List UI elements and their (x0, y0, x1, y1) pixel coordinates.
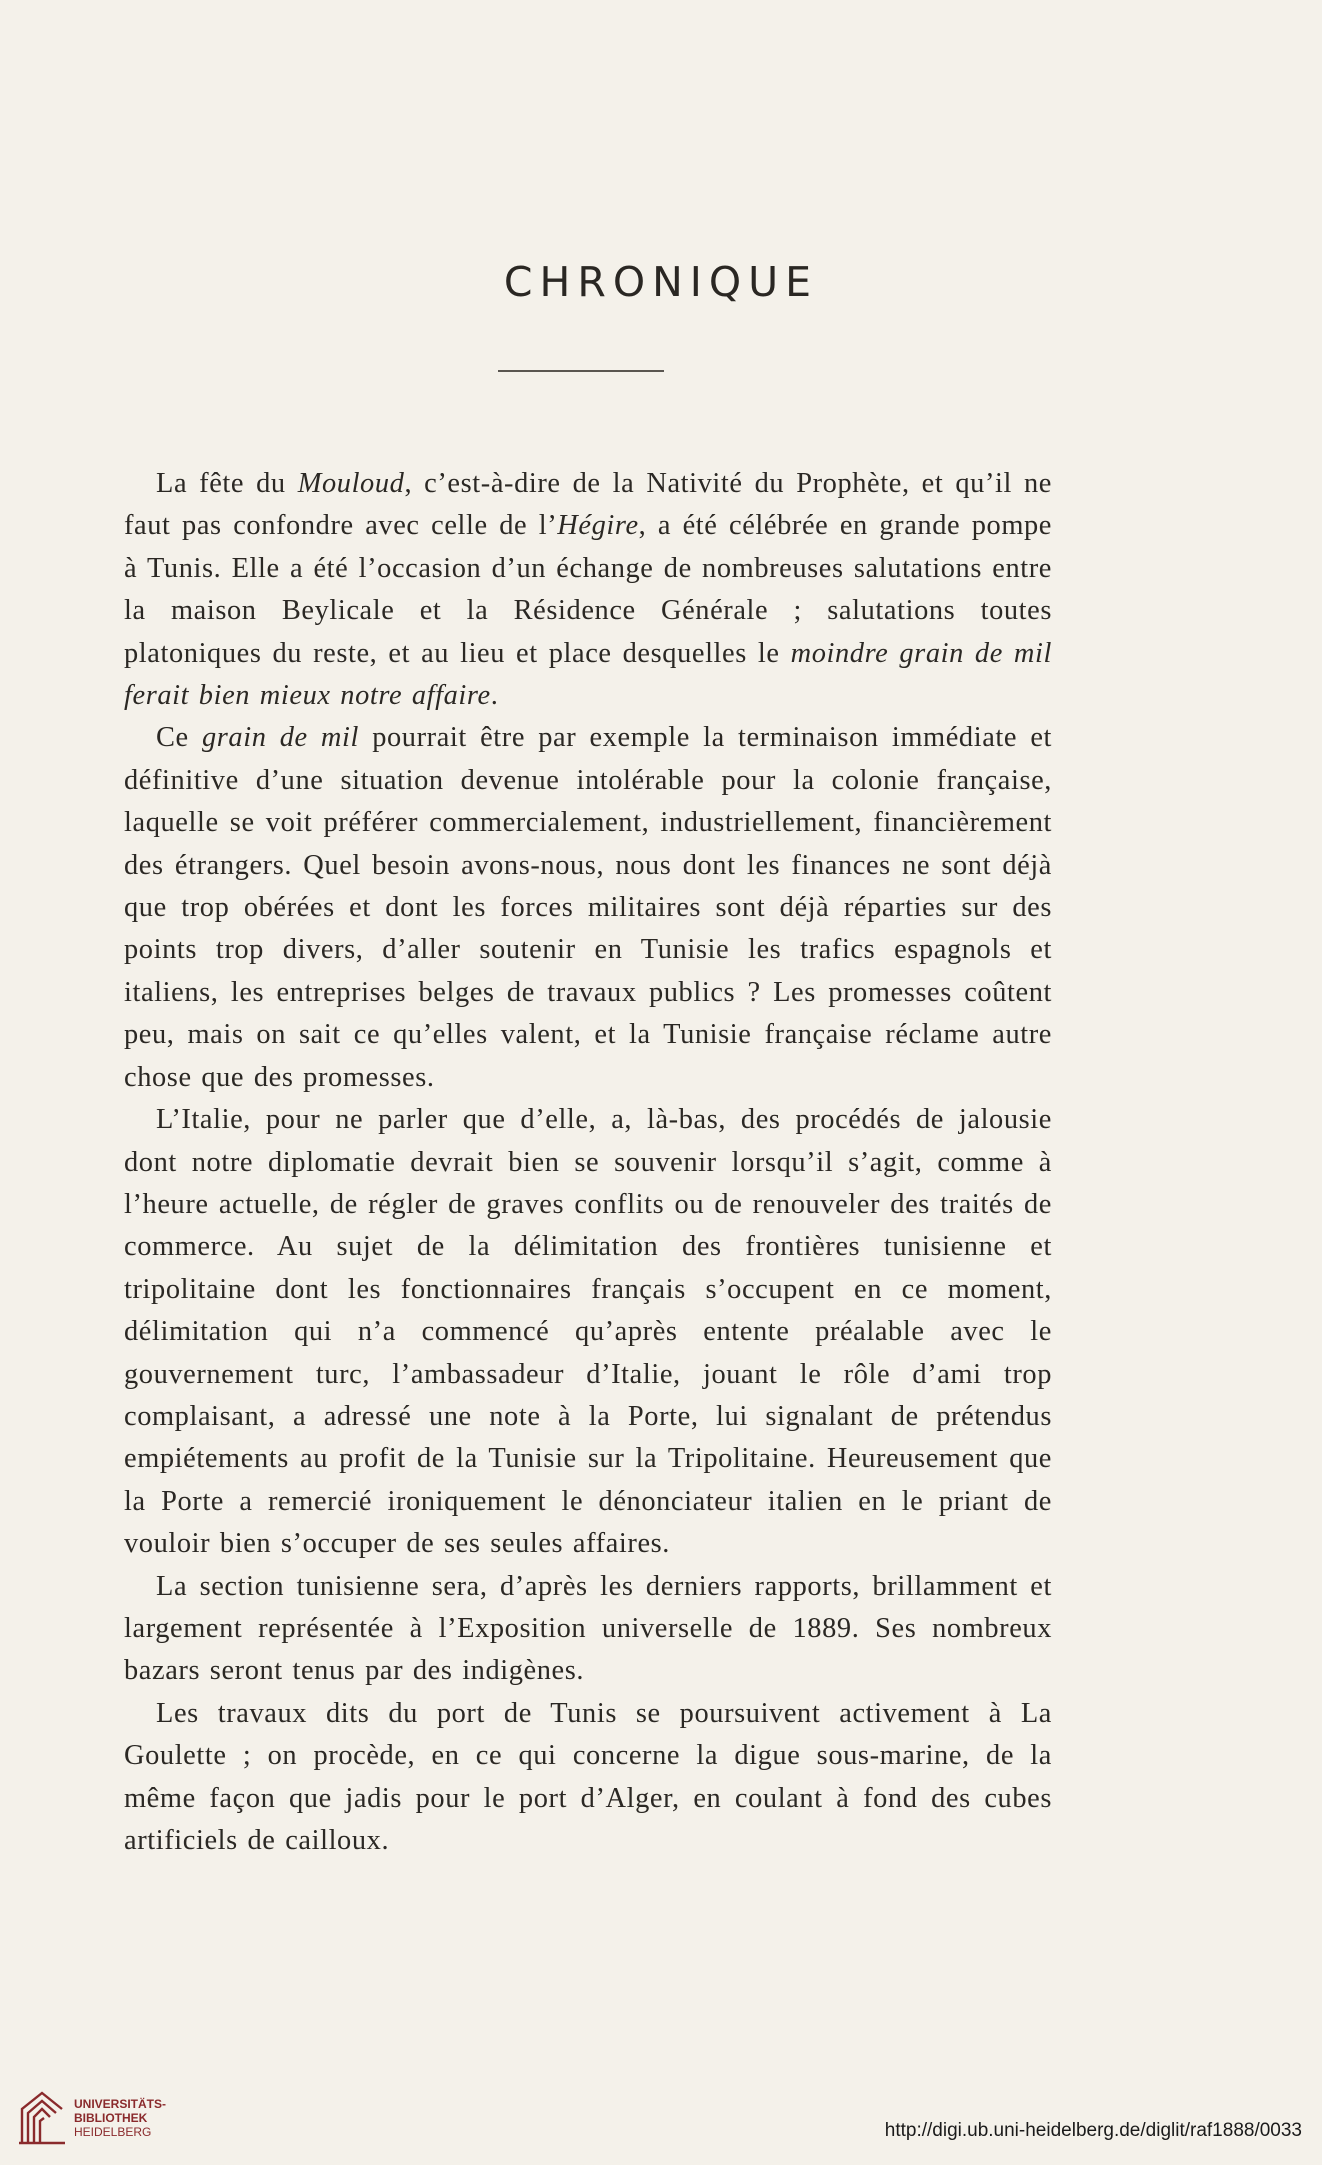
library-name-line: UNIVERSITÄTS- (74, 2097, 167, 2111)
text-run: L’Italie, pour ne parler que d’elle, a, là-bas, des procédés de jalousie dont notre diplomatie devrait bien se souvenir lorsqu’il s’agit, comme à l’heure actuelle, de régler de graves conflits ou de renouveler des traités de commerce. Au sujet de la délimitation des frontières tunisienne et tripolitaine dont les fonctionnaires français s’occupent en ce moment, délimitation qui n’a commencé qu’après entente préalable avec le gouvernement turc, l’ambassadeur d’Italie, jouant le rôle d’ami trop complaisant, a adressé une note à la Porte, lui signalant de prétendus empiétements au profit de la Tunisie sur la Tripolitaine. Heureusement que la Porte a remercié ironiquement le dénonciateur italien en le priant de vouloir bien s’occuper de ses seules affaires. (124, 1104, 1052, 1560)
text-run: Ce (156, 722, 202, 754)
paragraph (124, 1693, 1052, 1863)
text-run: pourrait être par exemple la terminaison immédiate et définitive d’une situation devenue intolérable pour la colonie française, laquelle se voit préférer commercialement, industriellement, financièrement des étrangers. Quel besoin avons-nous, nous dont les finances ne sont déjà que trop obérées et dont les forces militaires sont déjà réparties sur des points trop divers, d’aller soutenir en Tunisie les trafics espagnols et italiens, les entreprises belges de travaux publics ? Les promesses coûtent peu, mais on sait ce qu’elles valent, et la Tunisie française réclame autre chose que des promesses. (124, 722, 1053, 1093)
library-name (74, 2097, 194, 2139)
paragraph (124, 463, 1052, 717)
library-name-line: BIBLIOTHEK (74, 2111, 148, 2125)
library-name-line: HEIDELBERG (74, 2125, 152, 2139)
paragraph (124, 1566, 1052, 1693)
page-title: CHRONIQUE (503, 258, 819, 306)
italic-text: grain de mil (201, 722, 359, 754)
article-body (124, 463, 1052, 1862)
paragraph (124, 717, 1052, 1099)
library-logo-icon (16, 2087, 68, 2147)
text-run: La fête du (156, 468, 298, 499)
text-run: , c’est-à-dire de la Nativité du Prophète, et qu’il ne faut pas confondre avec celle de l’ (124, 468, 1052, 542)
library-logo[interactable] (16, 2087, 186, 2147)
italic-text: Hégire (557, 510, 639, 542)
title-divider (498, 370, 664, 372)
text-run: La section tunisienne sera, d’après les derniers rapports, brillamment et largement représentée à l’Exposition universelle de 1889. Ses nombreux bazars seront tenus par des indigènes. (124, 1570, 1052, 1687)
italic-text: Mouloud (297, 468, 405, 499)
text-run: Les travaux dits du port de Tunis se poursuivent activement à La Goulette ; on procède, en ce qui concerne la digue sous-marine, de la même façon que jadis pour le port d’Alger, en coulant à fond des cubes artificiels de cailloux. (124, 1697, 1052, 1856)
italic-text: moindre grain de mil ferait bien mieux notre affaire (124, 637, 1052, 712)
source-url-link[interactable]: http://digi.ub.uni-heidelberg.de/diglit/raf1888/0033 (884, 2120, 1302, 2141)
paragraph (124, 1099, 1052, 1565)
text-run: , a été célébrée en grande pompe à Tunis. Elle a été l’occasion d’un échange de nombreuses salutations entre la maison Beylicale et la Résidence Générale ; salutations toutes platoniques du reste, et au lieu et place desquelles le (124, 510, 1052, 669)
text-run: . (490, 680, 499, 712)
